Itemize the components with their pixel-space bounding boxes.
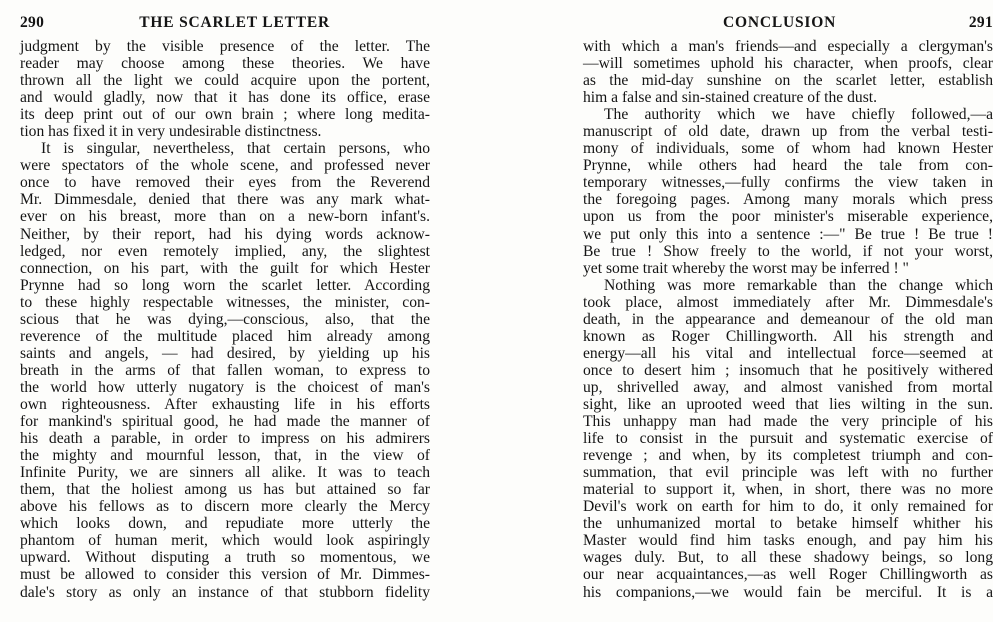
text-line: connection, on his part, with the guilt for which Hester bbox=[20, 259, 430, 277]
left-page bbox=[20, 14, 430, 601]
text-line: Nothing was more remarkable than the change which bbox=[604, 276, 993, 294]
text-line: Devil's work on earth for him to do, it only remained for bbox=[583, 498, 993, 516]
text-line: to these highly respectable witnesses, the minister, con- bbox=[20, 293, 430, 311]
text-line: his death a parable, in order to impress on his admirers bbox=[20, 430, 430, 448]
right-page-header bbox=[583, 14, 993, 32]
text-line: thrown all the light we could acquire upon the portent, bbox=[20, 72, 430, 90]
text-line: The authority which we have chiefly followed,—a bbox=[604, 106, 993, 124]
text-line: them, that the holiest among us has but attained so far bbox=[20, 481, 430, 499]
text-line: Be true ! Show freely to the world, if not your worst, bbox=[583, 242, 993, 260]
left-page-body bbox=[20, 38, 430, 601]
right-page-body bbox=[583, 38, 993, 601]
text-line: wages duly. But, to all these shadowy beings, so long bbox=[583, 549, 993, 567]
text-line: Master would find him tasks enough, and pay him his bbox=[583, 532, 993, 550]
text-line: Infinite Purity, we are sinners all alike. It was to teach bbox=[20, 464, 430, 482]
right-page-number: 291 bbox=[968, 14, 993, 31]
text-line: upon us from the poor minister's miserable experience, bbox=[583, 208, 993, 226]
text-line: and would gladly, now that it has done its office, erase bbox=[20, 89, 430, 107]
text-line: the world how utterly nugatory is the choicest of man's bbox=[20, 378, 430, 396]
text-line: above his fellows as to discern more clearly the Mercy bbox=[20, 498, 430, 516]
text-line: upward. Without disputing a truth so momentous, we bbox=[20, 549, 430, 567]
left-page-number: 290 bbox=[20, 14, 45, 31]
text-line: —will sometimes uphold his character, when proofs, clear bbox=[583, 55, 993, 73]
text-line: ever on his breast, more than on a new-born infant's. bbox=[20, 208, 430, 226]
text-line: which looks down, and repudiate more utterly the bbox=[20, 515, 430, 533]
text-line: scious that he was dying,—conscious, also, that the bbox=[20, 310, 430, 328]
text-line: the unhumanized mortal to betake himself whither his bbox=[583, 515, 993, 533]
text-line: known as Roger Chillingworth. All his strength and bbox=[583, 327, 993, 345]
text-line: were spectators of the whole scene, and professed never bbox=[20, 157, 430, 175]
text-line: reverence of the multitude placed him already among bbox=[20, 327, 430, 345]
text-line: ledged, nor even remotely implied, any, the slightest bbox=[20, 242, 430, 260]
text-line: the foregoing pages. Among many morals which press bbox=[583, 191, 993, 209]
text-line: mony of individuals, some of whom had known Hester bbox=[583, 140, 993, 158]
text-line: him a false and sin-stained creature of the dust. bbox=[583, 89, 878, 107]
right-page bbox=[583, 14, 993, 601]
text-line: sight, like an uprooted weed that lies wilting in the sun. bbox=[583, 395, 993, 413]
text-line: death, in the appearance and demeanour of the old man bbox=[583, 310, 993, 328]
right-running-title: CONCLUSION bbox=[723, 14, 837, 31]
text-line: up, shrivelled away, and almost vanished from mortal bbox=[583, 378, 993, 396]
text-line: Prynne had so long worn the scarlet letter. According bbox=[20, 276, 430, 294]
text-line: for mankind's spiritual good, he had made the manner of bbox=[20, 413, 430, 431]
text-line: Neither, by their report, had his dying words acknow- bbox=[20, 225, 430, 243]
text-line: its deep print out of our own brain ; where long medita- bbox=[20, 106, 430, 124]
text-line: revenge ; and when, by its completest triumph and con- bbox=[583, 447, 993, 465]
text-line: once to have removed their eyes from the Reverend bbox=[20, 174, 430, 192]
text-line: manuscript of old date, drawn up from the verbal testi- bbox=[583, 123, 993, 141]
text-line: once to desert him ; insomuch that he positively withered bbox=[583, 361, 993, 379]
text-line: dale's story as only an instance of that stubborn fidelity bbox=[20, 583, 430, 601]
text-line: breath in the arms of that fallen woman, to express to bbox=[20, 361, 430, 379]
text-line: phantom of human merit, which would look aspiringly bbox=[20, 532, 430, 550]
text-line: Mr. Dimmesdale, denied that there was any mark what- bbox=[20, 191, 430, 209]
text-line: judgment by the visible presence of the letter. The bbox=[20, 38, 430, 55]
text-line: reader may choose among these theories. We have bbox=[20, 55, 430, 73]
text-line: own righteousness. After exhausting life in his efforts bbox=[20, 395, 430, 413]
text-line: our near acquaintances,—as well Roger Chillingworth as bbox=[583, 566, 993, 584]
text-line: took place, almost immediately after Mr. Dimmesdale's bbox=[583, 293, 993, 311]
text-line: temporary witnesses,—fully confirms the view taken in bbox=[583, 174, 993, 192]
text-line: as the mid-day sunshine on the scarlet letter, establish bbox=[583, 72, 993, 90]
text-line: life to consist in the pursuit and systematic exercise of bbox=[583, 430, 993, 448]
text-line: Prynne, while others had heard the tale from con- bbox=[583, 157, 993, 175]
text-line: his companions,—we would fain be merciful. It is a bbox=[583, 583, 993, 601]
text-line: This unhappy man had made the very principle of his bbox=[583, 413, 993, 431]
text-line: with which a man's friends—and especially a clergyman's bbox=[583, 38, 993, 55]
text-line: material to support it, when, in short, there was no more bbox=[583, 481, 993, 499]
left-page-header bbox=[20, 14, 430, 32]
text-line: tion has fixed it in very undesirable distinctness. bbox=[20, 123, 322, 141]
left-running-title: THE SCARLET LETTER bbox=[139, 14, 330, 31]
text-line: energy—all his vital and intellectual force—seemed at bbox=[583, 344, 993, 362]
text-line: saints and angels, — had desired, by yielding up his bbox=[20, 344, 430, 362]
text-line: yet some trait whereby the worst may be inferred ! " bbox=[583, 259, 909, 277]
text-line: It is singular, nevertheless, that certain persons, who bbox=[41, 140, 430, 158]
text-line: we put only this into a sentence :—" Be true ! Be true ! bbox=[583, 225, 993, 243]
text-line: must be allowed to consider this version of Mr. Dimmes- bbox=[20, 566, 430, 584]
text-line: summation, that evil principle was left with no further bbox=[583, 464, 993, 482]
text-line: the mighty and mournful lesson, that, in the view of bbox=[20, 447, 430, 465]
